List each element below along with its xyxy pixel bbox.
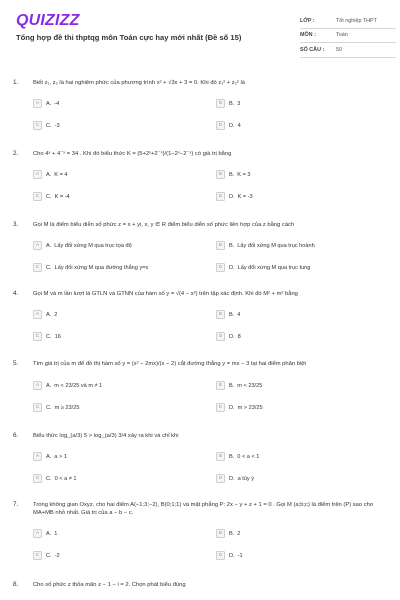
option-letter: B.	[229, 311, 235, 318]
info-value: 50	[336, 46, 342, 53]
option-a[interactable]	[33, 308, 57, 321]
option-letter: B.	[229, 171, 235, 178]
option-box: A	[33, 99, 42, 108]
option-letter: A.	[46, 171, 52, 178]
option-c[interactable]	[33, 261, 148, 274]
option-box: A	[33, 241, 42, 250]
option-box: C	[33, 332, 42, 341]
quizizz-logo: QUIZIZZ	[16, 12, 80, 29]
info-label: MÔN :	[300, 32, 316, 39]
option-box: C	[33, 263, 42, 272]
option-text: 2	[54, 311, 58, 318]
question-text: Biểu thức log_(a/3) 5 > log_(a/3) 3/4 xảy ra khi và chỉ khi	[33, 433, 179, 439]
document-title: Tổng hợp đề thi thptqg môn Toán cực hay mới nhất (Đề số 15)	[16, 33, 242, 42]
option-text: K = 4	[54, 171, 68, 178]
option-letter: C.	[46, 552, 52, 559]
question-text: Gọi M và m lần lượt là GTLN và GTNN của hàm số y = √(4 − x²) trên tập xác định. Khi đó M² + m² bằng	[33, 291, 298, 297]
option-text: 3	[237, 100, 241, 107]
question-number: 1.	[13, 79, 19, 86]
option-letter: A.	[46, 242, 52, 249]
option-text: 8	[237, 333, 241, 340]
option-text: -4	[54, 100, 60, 107]
info-value: Tốt nghiệp THPT	[336, 17, 377, 24]
option-text: m < 23/25 và m ≠ 1	[54, 382, 103, 389]
option-b[interactable]	[216, 527, 240, 540]
question-text: Gọi M là điểm biểu diễn số phức z = x + yi, x, y ∈ R điểm biểu diễn số phức liên hợp của z bằng cách	[33, 222, 295, 228]
option-box: B	[216, 99, 225, 108]
option-text: a tùy ý	[237, 475, 255, 482]
option-a[interactable]	[33, 450, 67, 463]
option-b[interactable]	[216, 308, 240, 321]
option-box: B	[216, 241, 225, 250]
option-text: -3	[54, 122, 60, 129]
option-text: 16	[54, 333, 61, 340]
option-c[interactable]	[33, 472, 76, 485]
option-letter: B.	[229, 382, 235, 389]
option-text: m > 23/25	[237, 404, 263, 411]
question-number: 7.	[13, 501, 19, 508]
option-box: D	[216, 121, 225, 130]
option-box: D	[216, 474, 225, 483]
question-text: Trong không gian Oxyz, cho hai điểm A(−1;3;−2), B(0;1;1) và mặt phẳng P: 2x − y + z + 1 = 0 . Gọi M (a;b;c) là điểm trên (P) sao cho MA+MB nhỏ nhất. Giá trị của a − b − c.	[33, 502, 374, 516]
option-letter: D.	[229, 193, 235, 200]
option-letter: C.	[46, 193, 52, 200]
question-number: 4.	[13, 290, 19, 297]
question-text: Tìm giá trị của m để đồ thị hàm số y = (x² − 2mx)/(x − 2) cắt đường thẳng y = mx − 3 tại hai điểm phân biệt	[33, 361, 307, 367]
info-table	[300, 14, 396, 58]
info-label: SỐ CÂU :	[300, 46, 325, 53]
option-b[interactable]	[216, 379, 262, 392]
option-d[interactable]	[216, 330, 241, 343]
option-letter: C.	[46, 264, 52, 271]
option-box: A	[33, 452, 42, 461]
option-letter: D.	[229, 475, 235, 482]
option-box: C	[33, 474, 42, 483]
option-letter: D.	[229, 552, 235, 559]
option-text: 1	[54, 530, 58, 537]
option-box: A	[33, 170, 42, 179]
option-b[interactable]	[216, 168, 251, 181]
option-text: Lấy đối xứng M qua trục tọa độ	[54, 242, 132, 249]
option-letter: D.	[229, 333, 235, 340]
question-text: Cho 4ˣ + 4⁻ˣ = 34 . Khi đó biểu thức K = (5+2ˣ+2⁻ˣ)/(1−2ˣ−2⁻ˣ) có giá trị bằng	[33, 151, 232, 157]
option-c[interactable]	[33, 119, 60, 132]
option-d[interactable]	[216, 549, 243, 562]
option-box: B	[216, 310, 225, 319]
option-c[interactable]	[33, 330, 61, 343]
option-letter: B.	[229, 530, 235, 537]
option-letter: D.	[229, 404, 235, 411]
question-number: 2.	[13, 150, 19, 157]
question-text: Biết z₁, z₂ là hai nghiệm phức của phương trình x² + √3x + 3 = 0. Khi đó z₁² + z₂² là	[33, 80, 245, 86]
question-text: Cho số phức z thỏa mãn z − 1 − i = 2. Chọn phát biểu đúng	[33, 582, 186, 588]
option-letter: C.	[46, 404, 52, 411]
info-row-count	[300, 43, 396, 58]
option-d[interactable]	[216, 190, 253, 203]
info-row-class	[300, 14, 396, 29]
option-letter: D.	[229, 264, 235, 271]
option-text: m < 23/25	[237, 382, 263, 389]
option-text: 0 < a ≠ 1	[54, 475, 77, 482]
option-box: D	[216, 263, 225, 272]
option-text: a > 1	[54, 453, 67, 460]
option-letter: B.	[229, 242, 235, 249]
option-text: Lấy đối xứng M qua đường thẳng y=x	[54, 264, 149, 271]
document-header	[0, 0, 400, 62]
option-a[interactable]	[33, 97, 59, 110]
option-letter: A.	[46, 382, 52, 389]
option-box: A	[33, 529, 42, 538]
option-c[interactable]	[33, 401, 79, 414]
option-box: D	[216, 403, 225, 412]
option-a[interactable]	[33, 168, 68, 181]
option-b[interactable]	[216, 239, 315, 252]
option-text: K = -3	[237, 193, 253, 200]
option-text: 2	[237, 530, 241, 537]
option-letter: C.	[46, 333, 52, 340]
option-text: -1	[237, 552, 243, 559]
option-text: 0 < a < 1	[237, 453, 260, 460]
question-number: 8.	[13, 581, 19, 588]
option-box: B	[216, 170, 225, 179]
info-row-subject	[300, 29, 396, 44]
option-box: D	[216, 332, 225, 341]
option-letter: A.	[46, 311, 52, 318]
option-letter: C.	[46, 122, 52, 129]
option-box: C	[33, 551, 42, 560]
option-text: K = -4	[54, 193, 70, 200]
option-box: A	[33, 310, 42, 319]
option-c[interactable]	[33, 549, 60, 562]
option-letter: D.	[229, 122, 235, 129]
option-box: A	[33, 381, 42, 390]
option-a[interactable]	[33, 527, 57, 540]
option-text: Lấy đối xứng M qua trục hoành	[237, 242, 315, 249]
option-box: B	[216, 529, 225, 538]
info-label: LỚP :	[300, 17, 315, 24]
question-number: 5.	[13, 360, 19, 367]
option-letter: A.	[46, 453, 52, 460]
question-number: 6.	[13, 432, 19, 439]
info-value: Toán	[336, 32, 348, 39]
option-box: D	[216, 551, 225, 560]
option-text: Lấy đối xứng M qua trục tung	[237, 264, 311, 271]
question-number: 3.	[13, 221, 19, 228]
option-d[interactable]	[216, 261, 310, 274]
option-letter: A.	[46, 530, 52, 537]
option-d[interactable]	[216, 472, 254, 485]
option-text: 4	[237, 122, 241, 129]
option-box: B	[216, 381, 225, 390]
option-letter: A.	[46, 100, 52, 107]
option-text: m ≥ 23/25	[54, 404, 80, 411]
option-d[interactable]	[216, 401, 263, 414]
option-box: C	[33, 403, 42, 412]
option-box: B	[216, 452, 225, 461]
option-d[interactable]	[216, 119, 241, 132]
option-c[interactable]	[33, 190, 70, 203]
option-letter: C.	[46, 475, 52, 482]
option-b[interactable]	[216, 450, 259, 463]
option-a[interactable]	[33, 379, 102, 392]
option-b[interactable]	[216, 97, 240, 110]
option-letter: B.	[229, 453, 235, 460]
option-box: C	[33, 121, 42, 130]
option-text: -2	[54, 552, 60, 559]
option-text: 4	[237, 311, 241, 318]
option-text: K = 3	[237, 171, 251, 178]
option-letter: B.	[229, 100, 235, 107]
option-a[interactable]	[33, 239, 132, 252]
option-box: D	[216, 192, 225, 201]
option-box: C	[33, 192, 42, 201]
